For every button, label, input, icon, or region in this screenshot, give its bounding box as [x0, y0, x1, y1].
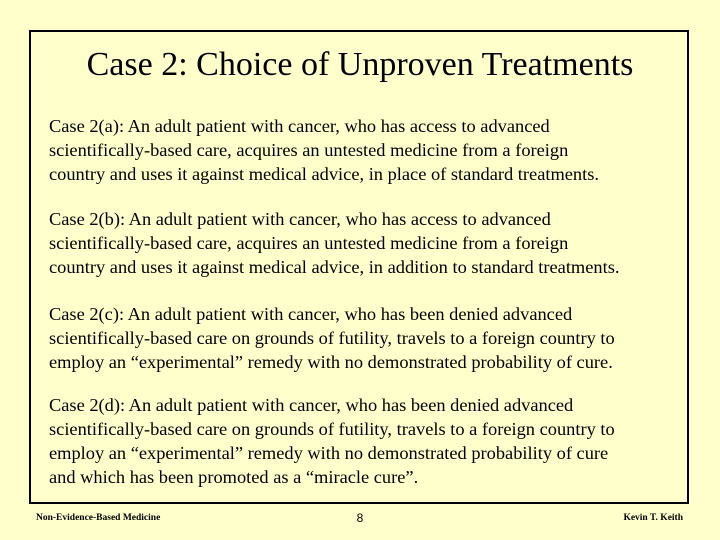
- case-2b-line-1: Case 2(b): An adult patient with cancer, who has access to advanced: [49, 209, 551, 229]
- case-2c-line-1: Case 2(c): An adult patient with cancer, who has been denied advanced: [49, 304, 573, 324]
- case-2d-line-3: employ an “experimental” remedy with no demonstrated probability of cure: [49, 443, 609, 463]
- case-2a-line-2: scientifically-based care, acquires an untested medicine from a foreign: [49, 140, 569, 160]
- case-2a-line-1: Case 2(a): An adult patient with cancer, who has access to advanced: [49, 116, 550, 136]
- case-2a-line-3: country and uses it against medical advice, in place of standard treatments.: [49, 164, 599, 184]
- case-2d-line-1: Case 2(d): An adult patient with cancer, who has been denied advanced: [49, 395, 574, 415]
- case-2b-paragraph: [49, 207, 699, 279]
- slide-title: Case 2: Choice of Unproven Treatments: [86, 46, 634, 83]
- footer-author: Kevin T. Keith: [623, 513, 683, 523]
- case-2c-line-3: employ an “experimental” remedy with no demonstrated probability of cure.: [49, 352, 613, 372]
- case-2c-paragraph: [49, 302, 699, 374]
- case-2b-line-2: scientifically-based care, acquires an untested medicine from a foreign: [49, 233, 569, 253]
- case-2d-paragraph: [49, 393, 699, 489]
- footer-title: Non-Evidence-Based Medicine: [36, 513, 161, 523]
- page-number: 8: [356, 511, 364, 525]
- case-2a-paragraph: [49, 114, 699, 186]
- case-2d-line-4: and which has been promoted as a “miracle cure”.: [49, 467, 419, 487]
- case-2c-line-2: scientifically-based care on grounds of futility, travels to a foreign country to: [49, 328, 615, 348]
- case-2b-line-3: country and uses it against medical advice, in addition to standard treatments.: [49, 257, 620, 277]
- case-2d-line-2: scientifically-based care on grounds of futility, travels to a foreign country to: [49, 419, 615, 439]
